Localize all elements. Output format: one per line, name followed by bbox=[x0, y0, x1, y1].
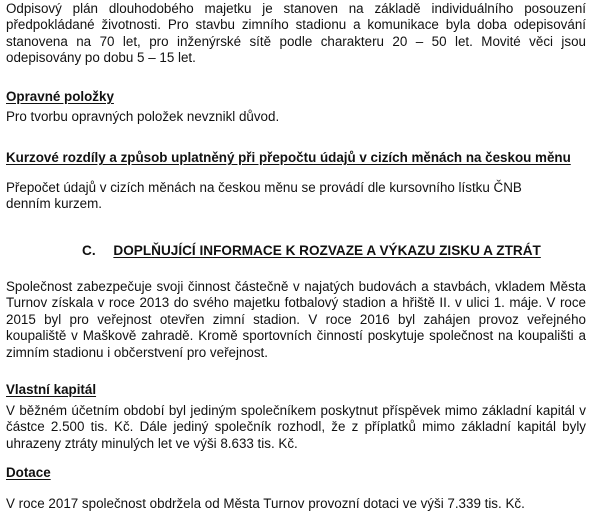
vlastni-kapital-paragraph: V běžném účetním období byl jediným společníkem poskytnut příspěvek mimo základní kapitál v částce 2.500 tis. Kč. Dále jediný společník rozhodl, že z příplatků mimo základní kapitál byly uhrazeny ztráty minulých let ve výši 8.633 tis. Kč. bbox=[6, 403, 586, 451]
opravne-paragraph: Pro tvorbu opravných položek nevznikl důvod. bbox=[6, 109, 280, 124]
kurzove-paragraph: Přepočet údajů v cizích měnách na českou měnu se provádí dle kursovního lístku ČNB denním kurzem. bbox=[6, 180, 522, 212]
heading-dotace: Dotace bbox=[6, 465, 51, 480]
section-c-paragraph: Společnost zabezpečuje svoji činnost částečně v najatých budovách a stavbách, vkladem Města Turnov získala v roce 2013 do svého majetku fotbalový stadion a hřiště II. v ulici 1. máje. V roce 2015 byl pro veřejnost otevřen zimní stadion. V roce 2016 byl zahájen provoz veřejného koupaliště v Maškově zahradě. Kromě sportovních činností poskytuje společnost na koupališti a zimním stadionu i občerstvení pro veřejnost. bbox=[6, 279, 586, 360]
heading-kurzove-rozdily: Kurzové rozdíly a způsob uplatněný při přepočtu údajů v cizích měnách na českou měnu bbox=[6, 150, 571, 165]
heading-vlastni-kapital: Vlastní kapitál bbox=[6, 382, 97, 397]
section-c-heading bbox=[82, 243, 541, 259]
dotace-paragraph: V roce 2017 společnost obdržela od Města Turnov provozní dotaci ve výši 7.339 tis. Kč. bbox=[6, 496, 525, 511]
intro-paragraph: Odpisový plán dlouhodobého majetku je stanoven na základě individuálního posouzení předpokládané životnosti. Pro stavbu zimního stadionu a komunikace byla doba odepisování stanovena na 70 let, pro inženýrské sítě podle charakteru 20 – 50 let. Movité věci jsou odepisovány po dobu 5 – 15 let. bbox=[6, 1, 586, 66]
heading-opravne-polozky: Opravné položky bbox=[6, 89, 114, 104]
section-letter: C. bbox=[82, 243, 96, 258]
section-title: DOPLŇUJÍCÍ INFORMACE K ROZVAZE A VÝKAZU ZISKU A ZTRÁT bbox=[113, 243, 541, 258]
